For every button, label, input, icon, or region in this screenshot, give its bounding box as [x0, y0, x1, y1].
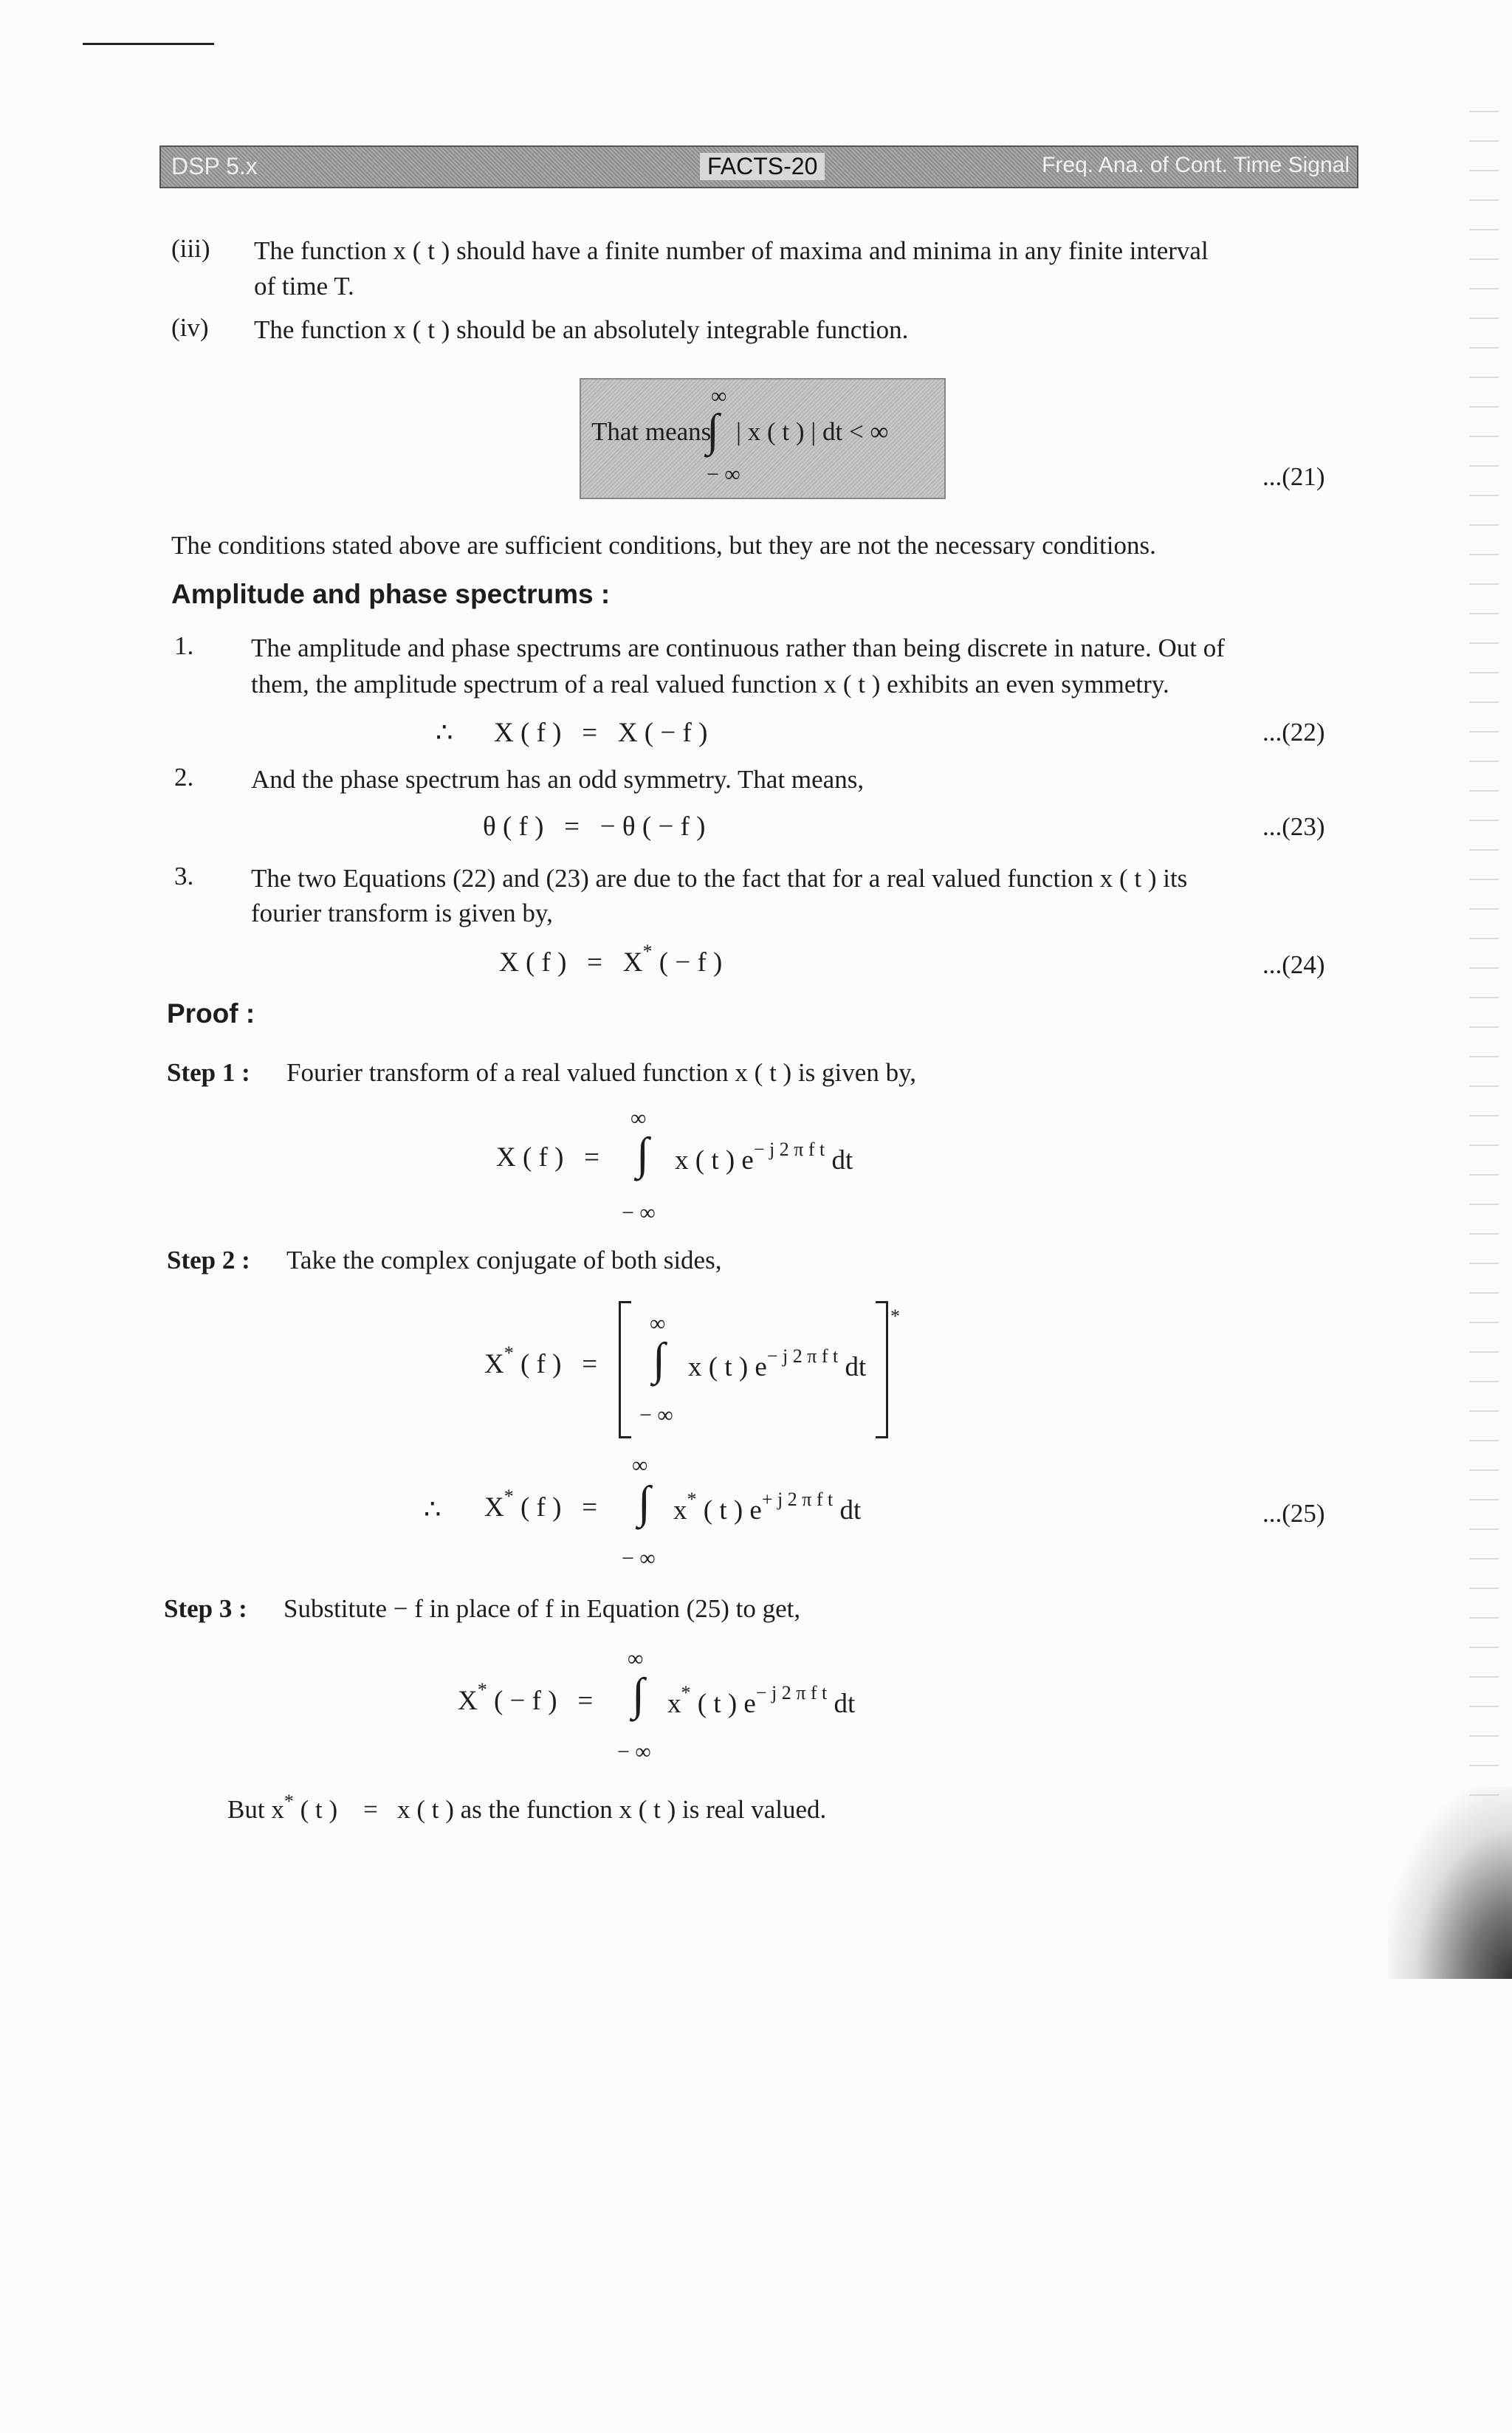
step3-lhs-rest: ( − f ) = [487, 1686, 594, 1716]
equation-22: ∴ X ( f ) = X ( − f ) [436, 718, 708, 748]
step1-eq-upper-limit: ∞ [630, 1106, 647, 1130]
eq24-rhs: ( − f ) [652, 947, 723, 978]
step2b-integral: ∫ [638, 1478, 650, 1528]
step2a-eq-lhs [484, 1342, 598, 1380]
proof-heading: Proof : [167, 998, 255, 1029]
step2a-lower-limit: − ∞ [639, 1403, 673, 1427]
step3-x: x [667, 1689, 681, 1719]
step1-exponent: − j 2 π f t [753, 1139, 825, 1160]
final-post: ( t ) = x ( t ) as the function x ( t ) is real valued. [293, 1795, 827, 1824]
step3-X: X [458, 1686, 478, 1716]
step2a-body: x ( t ) e [688, 1352, 767, 1382]
eq24-lhs: X ( f ) = X [499, 947, 643, 978]
equation-23: θ ( f ) = − θ ( − f ) [483, 811, 706, 842]
step-1-text: Fourier transform of a real valued function x ( t ) is given by, [286, 1058, 917, 1087]
step2b-upper-limit: ∞ [632, 1453, 648, 1478]
step-2-label: Step 2 : [167, 1246, 250, 1274]
step1-integrand-body: x ( t ) e [675, 1145, 754, 1176]
step2b-lower-limit: − ∞ [622, 1546, 656, 1571]
step2a-left-bracket [619, 1301, 631, 1438]
step3-x-star: * [681, 1682, 691, 1703]
item-2-number: 2. [174, 763, 194, 792]
condition-iii-line2: of time T. [254, 272, 354, 301]
step-2-text: Take the complex conjugate of both sides, [286, 1246, 722, 1274]
step3-exponent: − j 2 π f t [755, 1682, 828, 1703]
eq24-conjugate-star: * [642, 941, 653, 962]
eq-number-25: ...(25) [1262, 1499, 1325, 1528]
step1-eq-lower-limit: − ∞ [622, 1201, 656, 1225]
step3-dt: dt [827, 1689, 856, 1719]
step3-star: * [477, 1679, 487, 1701]
eq-number-24: ...(24) [1262, 950, 1325, 979]
step2b-star: * [504, 1486, 514, 1507]
scan-corner-shadow [1388, 1787, 1512, 1979]
step2b-body-rest: ( t ) e [696, 1495, 762, 1526]
step2b-exponent: + j 2 π f t [761, 1489, 834, 1510]
step3-eq-lhs [458, 1679, 594, 1717]
item-2-line1: And the phase spectrum has an odd symmetry. That means, [251, 765, 865, 794]
condition-iv-line1: The function x ( t ) should be an absolutely integrable function. [254, 315, 909, 344]
absolute-integrability-box [580, 378, 946, 499]
step3-upper-limit: ∞ [628, 1647, 644, 1671]
step-3-label: Step 3 : [164, 1594, 247, 1623]
step2b-dt: dt [833, 1495, 862, 1526]
condition-iii-line1: The function x ( t ) should have a finite number of maxima and minima in any finite interval [254, 236, 1209, 265]
step1-eq-lhs: X ( f ) = [496, 1142, 600, 1173]
eq-number-21: ...(21) [1262, 462, 1325, 491]
condition-iii-number: (iii) [171, 234, 210, 263]
step2b-eq-lhs [484, 1486, 598, 1523]
step2b-x: x [673, 1495, 687, 1526]
equation-24 [499, 941, 723, 978]
step2a-X: X [484, 1349, 504, 1379]
sufficient-conditions-text: The conditions stated above are sufficient conditions, but they are not the necessary conditions. [171, 531, 1156, 560]
header-page-number: FACTS-20 [700, 153, 825, 180]
step2b-x-star: * [687, 1489, 697, 1510]
step3-body-rest: ( t ) e [690, 1689, 756, 1719]
step2a-star: * [504, 1342, 514, 1364]
box-prefix: That means [591, 417, 712, 446]
step2a-exponent: − j 2 π f t [766, 1345, 839, 1367]
item-1-line1: The amplitude and phase spectrums are continuous rather than being discrete in nature. Out of [251, 634, 1225, 662]
box-upper-limit: ∞ [711, 384, 727, 408]
step1-dt: dt [825, 1145, 853, 1176]
box-lower-limit: − ∞ [707, 462, 740, 487]
item-1-number: 1. [174, 631, 194, 660]
step2a-upper-limit: ∞ [650, 1311, 666, 1336]
section-heading: Amplitude and phase spectrums : [171, 579, 611, 609]
eq-number-22: ...(22) [1262, 718, 1325, 747]
final-star: * [284, 1791, 294, 1812]
step3-integrand [667, 1682, 856, 1720]
step2b-lhs-rest: ( f ) = [513, 1492, 598, 1523]
step2a-integral: ∫ [653, 1334, 665, 1384]
scan-edge-noise [1469, 111, 1499, 1809]
step2b-therefore: ∴ [424, 1495, 441, 1525]
item-3-line2: fourier transform is given by, [251, 899, 553, 927]
eq-number-23: ...(23) [1262, 812, 1325, 841]
header-chapter-title: Freq. Ana. of Cont. Time Signal [1042, 153, 1350, 177]
step2a-dt: dt [838, 1352, 867, 1382]
step2a-outer-star: * [890, 1305, 900, 1327]
step3-lower-limit: − ∞ [617, 1740, 651, 1764]
step-3-text: Substitute − f in place of f in Equation (25) to get, [284, 1594, 801, 1623]
box-integral-sign: ∫ [707, 405, 719, 456]
header-left-text: DSP 5.x [171, 153, 258, 179]
box-integrand: | x ( t ) | dt < ∞ [736, 417, 889, 446]
step2a-right-bracket [876, 1301, 888, 1438]
item-1-line2: them, the amplitude spectrum of a real valued function x ( t ) exhibits an even symmetry. [251, 670, 1169, 699]
step2a-lhs-rest: ( f ) = [513, 1349, 598, 1379]
condition-iv-number: (iv) [171, 313, 209, 342]
step3-integral: ∫ [632, 1670, 645, 1720]
step1-eq-integral: ∫ [636, 1129, 649, 1179]
step1-eq-integrand [675, 1139, 853, 1176]
page-header-bar [159, 145, 1358, 188]
item-3-number: 3. [174, 862, 194, 891]
final-statement [227, 1793, 826, 1829]
step2b-integrand [673, 1489, 862, 1526]
top-rule [83, 43, 214, 45]
step2a-integrand [688, 1345, 867, 1383]
final-pre: But x [227, 1795, 284, 1824]
step2b-X: X [484, 1492, 504, 1523]
item-3-line1: The two Equations (22) and (23) are due to the fact that for a real valued function x ( t ) its [251, 864, 1188, 893]
step-1-label: Step 1 : [167, 1058, 250, 1087]
